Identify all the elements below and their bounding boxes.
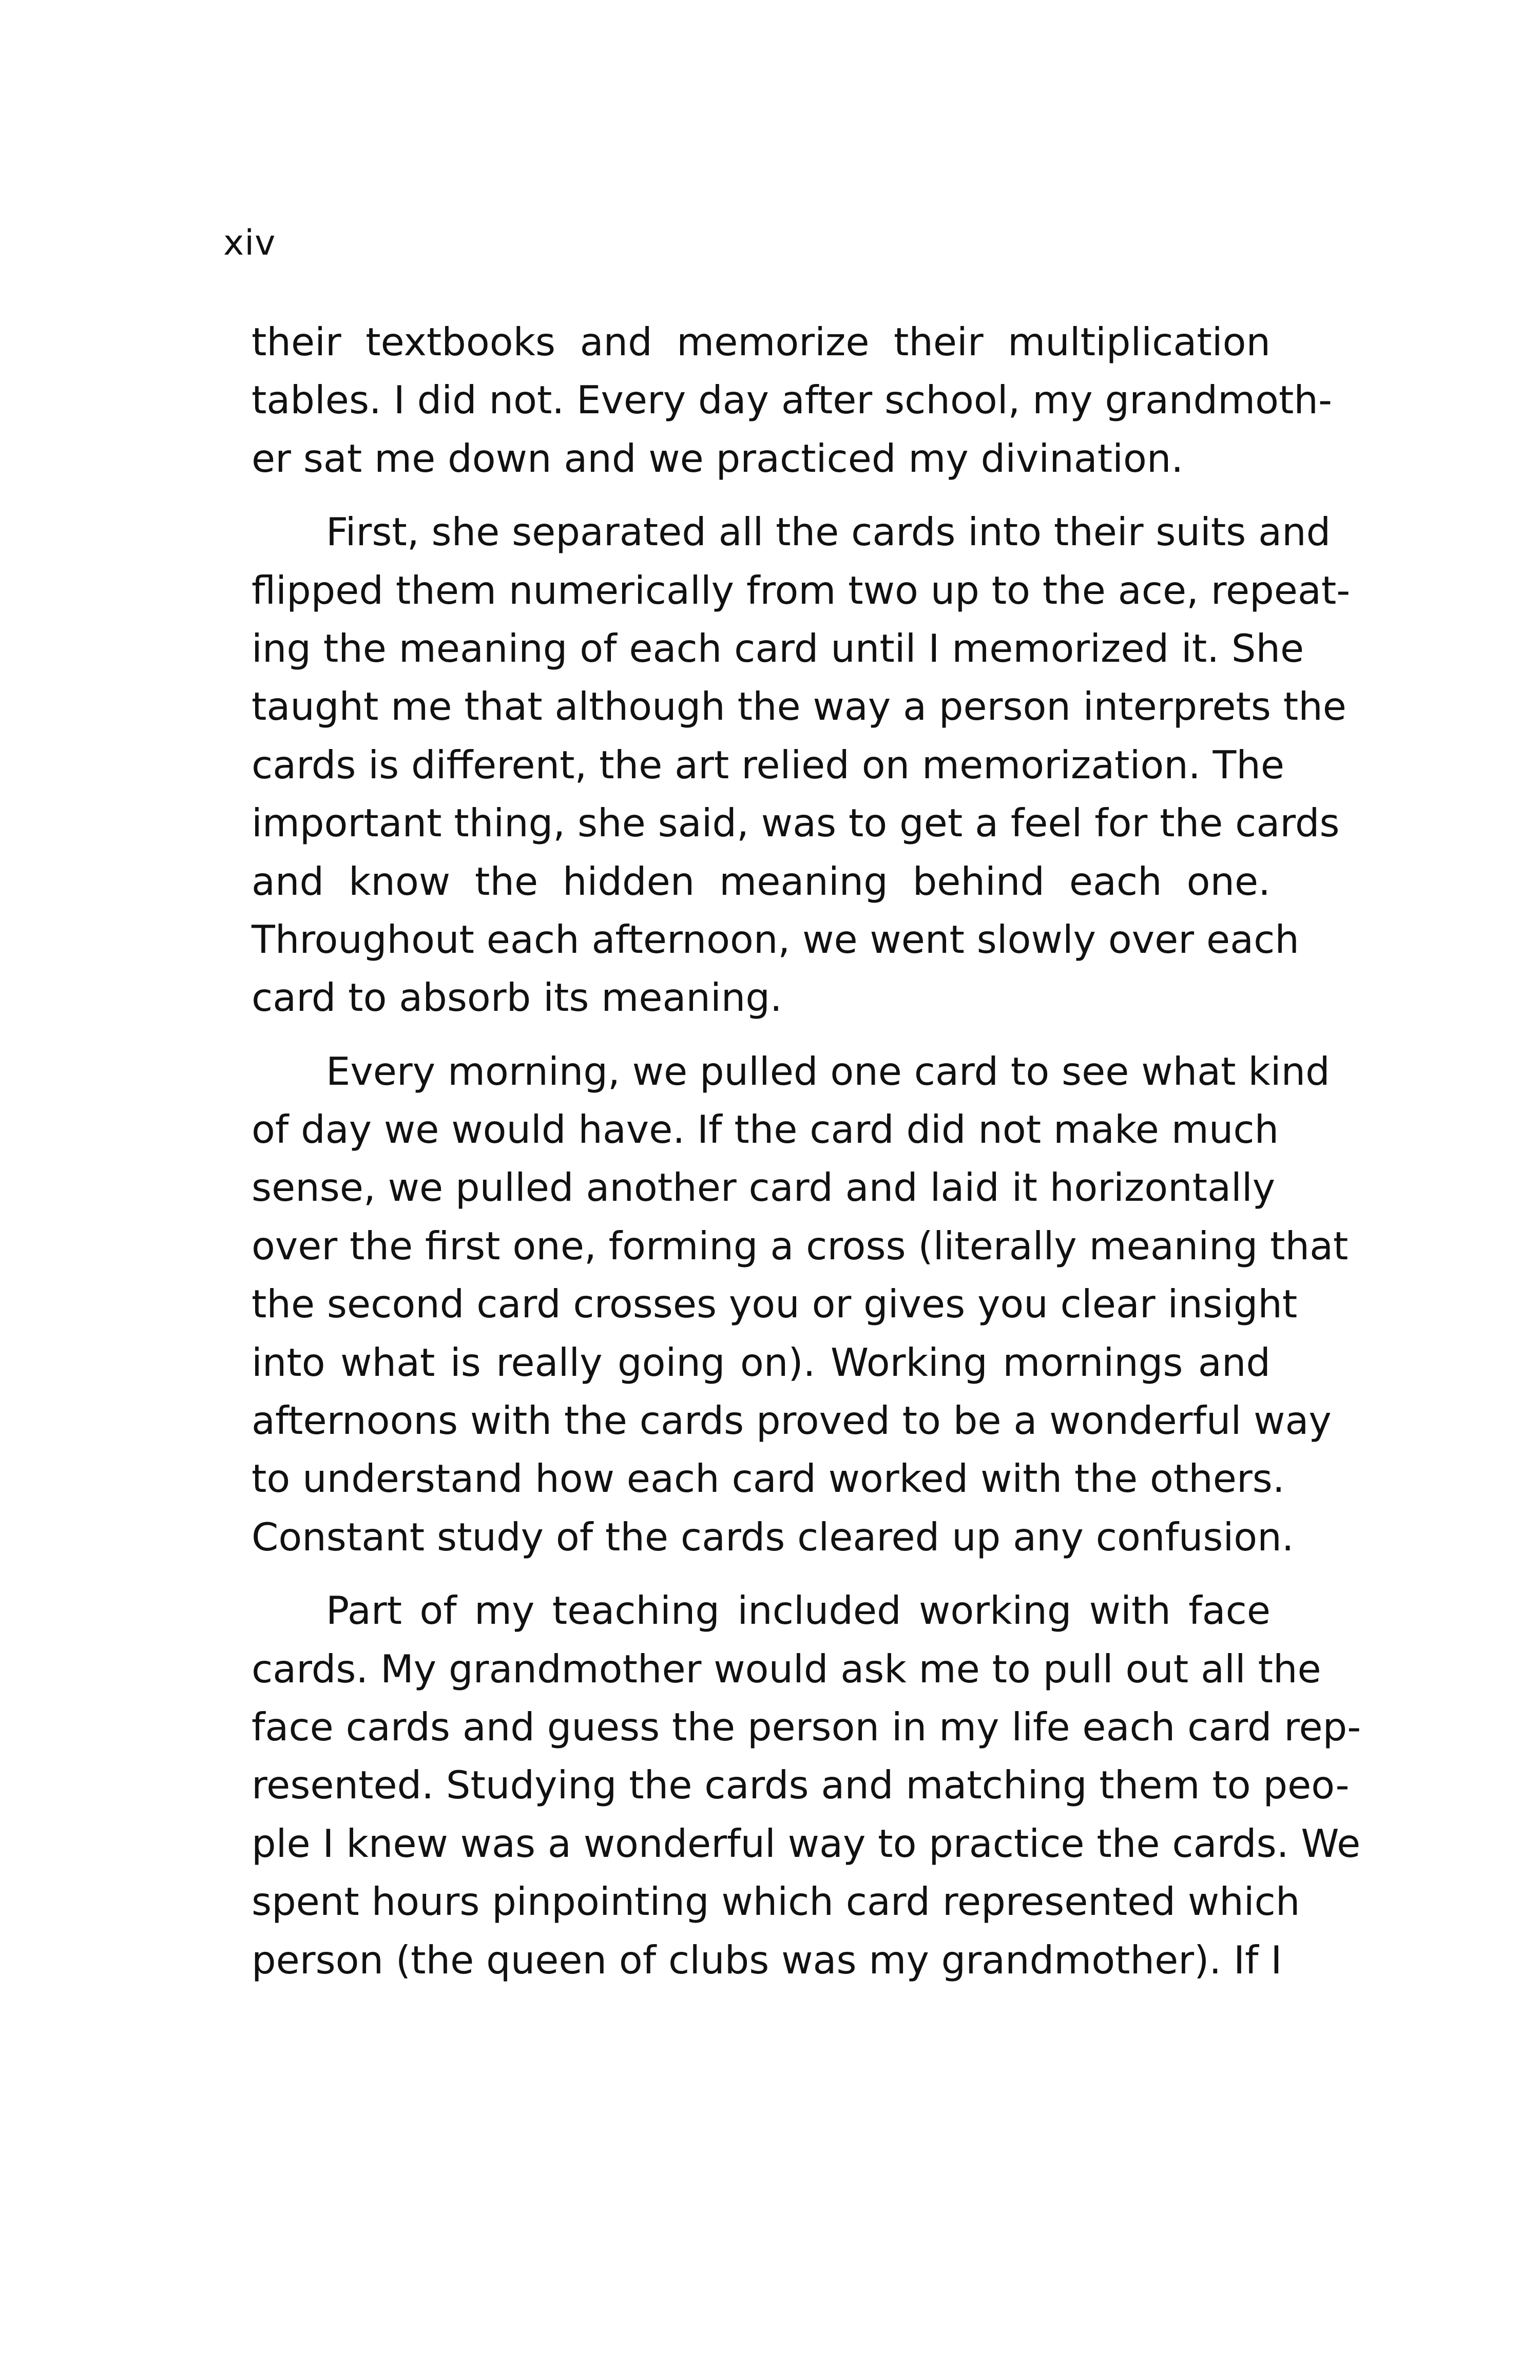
text-line: First, she separated all the cards into their suits and bbox=[326, 509, 1331, 555]
text-line: er sat me down and we practiced my divination. bbox=[252, 435, 1184, 481]
text-line: resented. Studying the cards and matching them to peo- bbox=[252, 1762, 1350, 1808]
text-line: taught me that although the way a person interprets the bbox=[252, 684, 1346, 730]
text-line: Every morning, we pulled one card to see what kind bbox=[326, 1048, 1330, 1094]
text-line: into what is really going on). Working mornings and bbox=[252, 1339, 1270, 1385]
paragraph-spacer bbox=[252, 488, 1270, 503]
text-line: the second card crosses you or gives you clear insight bbox=[252, 1281, 1298, 1327]
text-line: Constant study of the cards cleared up any confusion. bbox=[252, 1514, 1294, 1560]
text-line: Part of my teaching included working with face bbox=[326, 1588, 1270, 1634]
body-text bbox=[252, 313, 1361, 1989]
text-line: sense, we pulled another card and laid it horizontally bbox=[252, 1165, 1276, 1211]
paragraph-spacer bbox=[252, 1027, 1270, 1043]
text-line: ing the meaning of each card until I memorized it. She bbox=[252, 625, 1304, 671]
text-line: of day we would have. If the card did not make much bbox=[252, 1107, 1279, 1153]
text-line: afternoons with the cards proved to be a wonderful way bbox=[252, 1398, 1332, 1444]
text-line: Throughout each afternoon, we went slowly over each bbox=[252, 916, 1299, 962]
text-line: to understand how each card worked with the others. bbox=[252, 1456, 1285, 1502]
page-number: xiv bbox=[223, 223, 276, 263]
paragraph-spacer bbox=[252, 1566, 1270, 1582]
text-line: important thing, she said, was to get a feel for the cards bbox=[252, 800, 1340, 846]
text-line: spent hours pinpointing which card represented which bbox=[252, 1879, 1300, 1925]
text-line: card to absorb its meaning. bbox=[252, 975, 782, 1021]
text-line: their textbooks and memorize their multiplication bbox=[252, 319, 1270, 364]
text-line: face cards and guess the person in my life each card rep- bbox=[252, 1704, 1361, 1750]
paragraph bbox=[252, 503, 1351, 1027]
paragraph bbox=[252, 313, 1333, 488]
text-line: over the first one, forming a cross (literally meaning that bbox=[252, 1223, 1349, 1269]
text-line: flipped them numerically from two up to the ace, repeat- bbox=[252, 567, 1351, 613]
paragraph bbox=[252, 1043, 1349, 1567]
text-line: person (the queen of clubs was my grandmother). If I bbox=[252, 1937, 1282, 1983]
paragraph bbox=[252, 1582, 1361, 1989]
text-line: and know the hidden meaning behind each one. bbox=[252, 858, 1270, 904]
text-line: ple I knew was a wonderful way to practice the cards. We bbox=[252, 1820, 1361, 1866]
text-line: cards. My grandmother would ask me to pull out all the bbox=[252, 1646, 1321, 1692]
text-line: tables. I did not. Every day after school, my grandmoth- bbox=[252, 377, 1333, 423]
text-line: cards is different, the art relied on memorization. The bbox=[252, 742, 1284, 788]
